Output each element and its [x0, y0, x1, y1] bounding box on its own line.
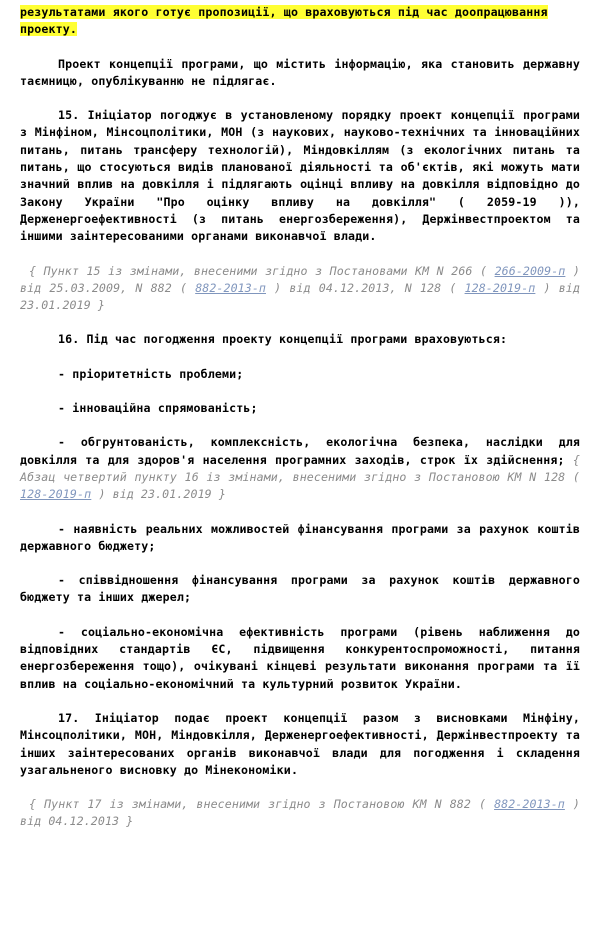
spacer: [20, 383, 580, 400]
spacer: [20, 555, 580, 572]
spacer: [20, 417, 580, 434]
note-17-lead-text: { Пункт 17 із змінами, внесеними згідно з Постановою КМ N 882: [29, 797, 471, 812]
amendment-note-item-15: [20, 263, 580, 315]
spacer: [20, 779, 580, 796]
note-lead-text: { Пункт 15 із змінами, внесеними згідно з Постановами КМ N 266: [29, 263, 473, 278]
paragraph-item-15: 15. Ініціатор погоджує в установленому порядку проект концепції програми з Мінфіном, Мінсоцполітики, МОН (з наукових, науково-технічних та інноваційних питань, питань трансферу технологій), Міндовкіллям (з екологічних питань та питань, що стосуються видів планованої діяльності та об'єктів, які можуть мати значний вплив на довкілля і підлягають оцінці впливу на довкілля відповідно до Закону України "Про оцінку впливу на довкілля" ( 2059-19 )), Держенергоефективності (з питань енергозбереження), Держінвестпроектом та іншими заінтересованими органами виконавчої влади.: [20, 108, 580, 244]
list-item-funding-ratio: - співвідношення фінансування програми за рахунок коштів державного бюджету та інших джерел;: [20, 573, 580, 605]
link-882-2013-p[interactable]: 882-2013-п: [195, 280, 266, 295]
spacer: [20, 39, 580, 56]
highlighted-text: результатами якого готує пропозиції, що враховуються під час доопрацювання проекту.: [20, 5, 548, 37]
note-segment-c: ) від: [274, 280, 311, 295]
paragraph-secret-info: Проект концепції програми, що містить інформацію, яка становить державну таємницю, опублікуванню не підлягає.: [20, 56, 580, 88]
document-body: [20, 4, 580, 831]
note-17-paren-open: (: [478, 797, 487, 812]
spacer: [20, 90, 580, 107]
spacer: [20, 607, 580, 624]
inline-amendment-note-b: ) від 23.01.2019 }: [98, 487, 226, 502]
note-17-segment-b: ) від 04.12.2013 }: [20, 797, 580, 829]
note-segment-e: ) від 23.01.2019 }: [20, 280, 580, 313]
note-paren-open: (: [479, 263, 488, 278]
link-128-2019-p[interactable]: 128-2019-п: [464, 280, 536, 295]
note-segment-d: 04.12.2013, N 128 (: [318, 280, 457, 295]
spacer: [20, 314, 580, 331]
spacer: [20, 504, 580, 521]
inline-amendment-note-a: { Абзац четвертий пункту 16 із змінами, внесеними згідно з Постановою КМ N 128 (: [20, 452, 580, 484]
spacer: [20, 246, 580, 263]
list-item-socioeconomic-efficiency: - соціально-економічна ефективність програми (рівень наближення до відповідних стандартів ЄС, підвищення конкурентоспроможності, питання енергозбереження тощо), очікувані кінцеві результати виконання програми та її вплив на соціально-економічний та культурний розвиток України.: [20, 624, 580, 691]
spacer: [20, 349, 580, 366]
paragraph-item-17: 17. Ініціатор подає проект концепції разом з висновками Мінфіну, Мінсоцполітики, МОН, Міндовкілля, Держенергоефективності, Держінвестпроекту та інших заінтересованих органів виконавчої влади для погодження і складення узагальненого висновку до Мінекономіки.: [20, 710, 580, 777]
amendment-note-item-17: [20, 796, 580, 831]
link-128-2019-p-inline[interactable]: 128-2019-п: [20, 487, 92, 502]
paragraph-item-16: 16. Під час погодження проекту концепції програми враховуються:: [58, 332, 508, 347]
list-item-justification: [20, 434, 580, 503]
link-266-2009-p[interactable]: 266-2009-п: [494, 263, 566, 278]
list-item-priority: - пріоритетність проблеми;: [58, 366, 244, 381]
spacer: [20, 693, 580, 710]
list-item-innovation: - інноваційна спрямованість;: [58, 401, 258, 416]
list-item-funding-availability: - наявність реальних можливостей фінансування програми за рахунок коштів державного бюджету;: [20, 521, 580, 553]
paragraph-highlighted-continuation: [20, 4, 580, 39]
list-item-justification-text: - обгрунтованість, комплексність, екологічна безпека, наслідки для довкілля та для здоров'я населення програмних заходів, строк їх здійснення;: [20, 435, 580, 467]
note-segment-b: ) від 25.03.2009, N 882 (: [20, 263, 580, 295]
link-882-2013-p-item17[interactable]: 882-2013-п: [494, 797, 565, 812]
